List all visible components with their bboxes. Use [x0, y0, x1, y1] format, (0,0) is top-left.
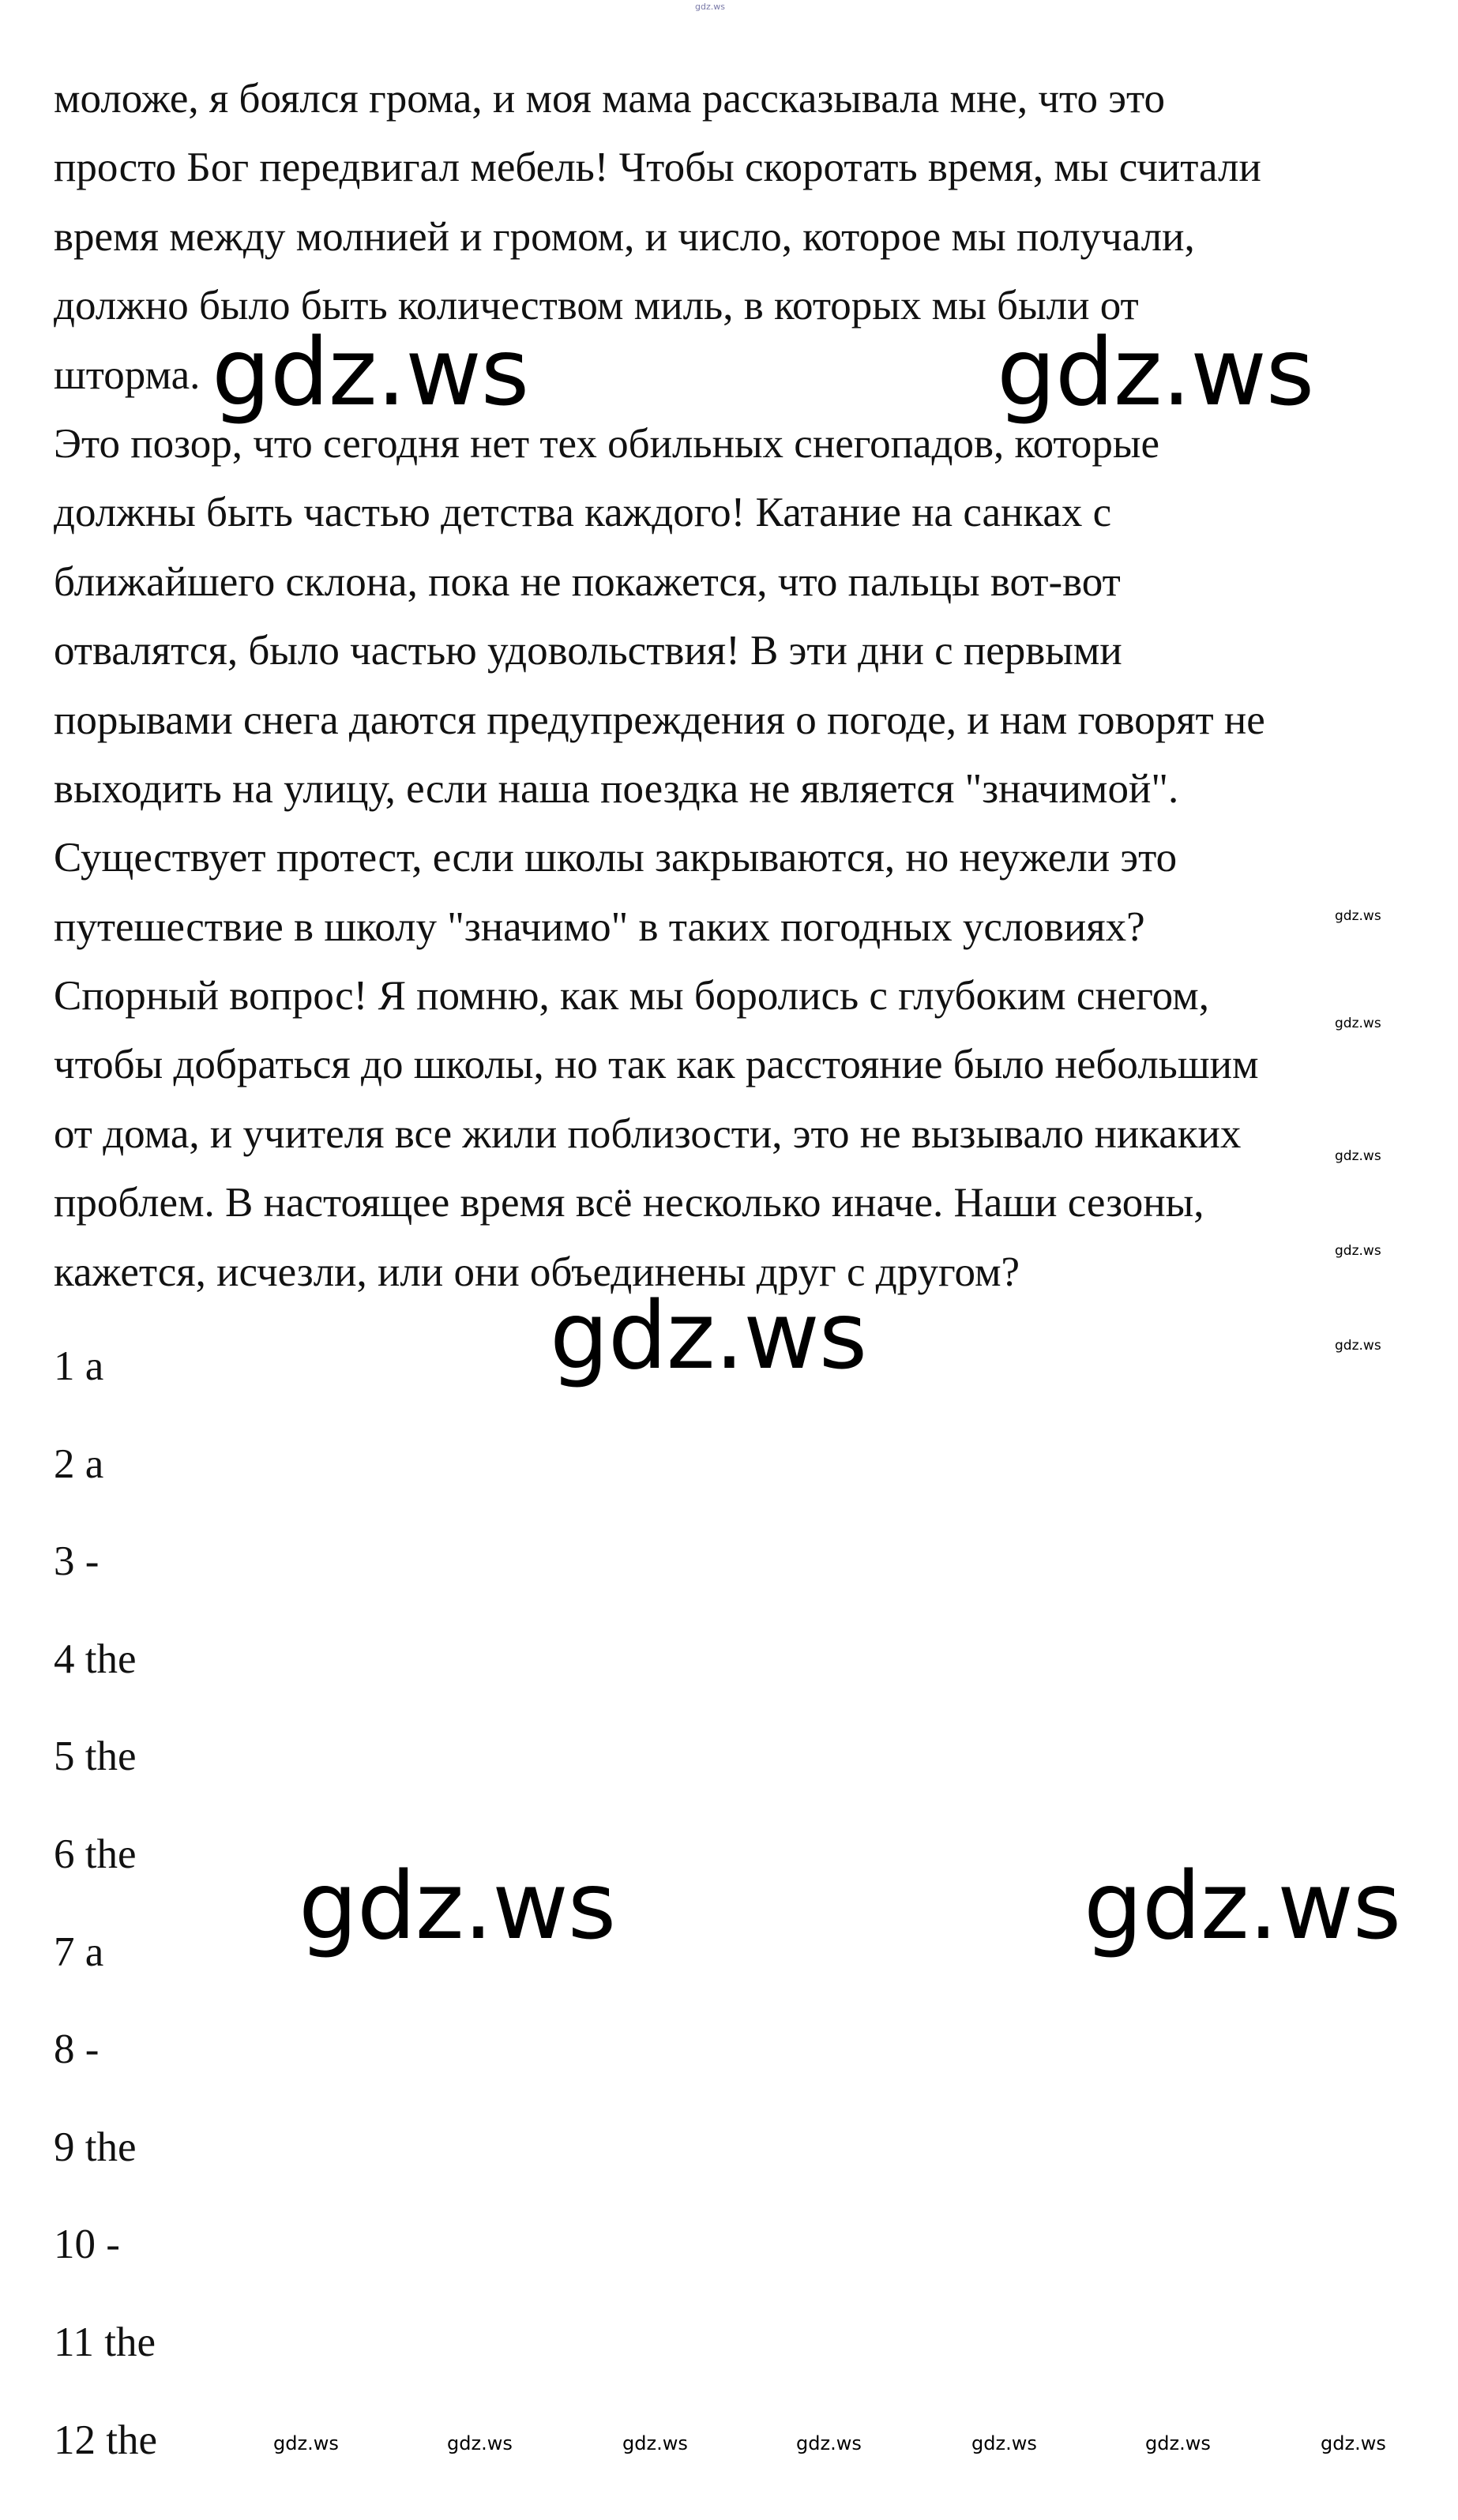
paragraph-line: от дома, и учителя все жили поблизости, это не вызывало никаких: [54, 1110, 1242, 1157]
answer-item: 9 the: [54, 2124, 137, 2170]
watermark-small: gdz.ws: [1335, 908, 1381, 924]
watermark-small: gdz.ws: [1335, 1016, 1381, 1031]
paragraph-line: время между молнией и громом, и число, которое мы получали,: [54, 213, 1195, 260]
watermark-large: gdz.ws: [212, 317, 529, 426]
answer-item: 4 the: [54, 1636, 137, 1682]
answer-item: 6 the: [54, 1831, 137, 1877]
paragraph-line: отвалятся, было частью удовольствия! В эти дни с первыми: [54, 628, 1122, 674]
watermark-top: gdz.ws: [695, 2, 725, 12]
watermark-small: gdz.ws: [1335, 1148, 1381, 1164]
paragraph-line: должно было быть количеством миль, в которых мы были от: [54, 283, 1139, 329]
answer-item: 3 -: [54, 1538, 100, 1585]
paragraph-line: моложе, я боялся грома, и моя мама рассказывала мне, что это: [54, 76, 1165, 122]
watermark-large: gdz.ws: [299, 1851, 616, 1960]
watermark-small: gdz.ws: [1335, 1243, 1381, 1259]
answer-item: 2 a: [54, 1440, 104, 1487]
paragraph-line: кажется, исчезли, или они объединены друг с другом?: [54, 1249, 1020, 1295]
paragraph-line: Существует протест, если школы закрываются, но неужели это: [54, 835, 1178, 881]
paragraph-line: выходить на улицу, если наша поездка не является "значимой".: [54, 765, 1179, 812]
watermark-footer: gdz.ws: [447, 2432, 513, 2454]
watermark-footer: gdz.ws: [273, 2432, 339, 2454]
watermark-footer: gdz.ws: [1145, 2432, 1211, 2454]
watermark-footer: gdz.ws: [971, 2432, 1037, 2454]
paragraph-line: порывами снега даются предупреждения о погоде, и нам говорят не: [54, 697, 1265, 743]
watermark-footer: gdz.ws: [1321, 2432, 1386, 2454]
answer-item: 11 the: [54, 2319, 156, 2365]
watermark-large: gdz.ws: [997, 317, 1314, 426]
answer-item: 7 a: [54, 1928, 104, 1975]
paragraph-line: Спорный вопрос! Я помню, как мы боролись с глубоким снегом,: [54, 973, 1209, 1020]
watermark-large: gdz.ws: [550, 1281, 867, 1390]
answer-item: 5 the: [54, 1733, 137, 1780]
paragraph-line: должны быть частью детства каждого! Катание на санках с: [54, 490, 1112, 536]
watermark-small: gdz.ws: [1335, 1338, 1381, 1354]
paragraph-line: ближайшего склона, пока не покажется, что пальцы вот-вот: [54, 558, 1121, 605]
answer-item: 8 -: [54, 2026, 100, 2073]
paragraph-line: чтобы добраться до школы, но так как расстояние было небольшим: [54, 1042, 1259, 1088]
watermark-footer: gdz.ws: [796, 2432, 862, 2454]
paragraph-line: проблем. В настоящее время всё несколько иначе. Наши сезоны,: [54, 1180, 1204, 1226]
answer-item: 12 the: [54, 2417, 157, 2463]
paragraph-line: Это позор, что сегодня нет тех обильных снегопадов, которые: [54, 420, 1159, 467]
watermark-large: gdz.ws: [1084, 1851, 1401, 1960]
paragraph-text: [54, 65, 1428, 1307]
answer-item: 10 -: [54, 2221, 120, 2268]
answer-list: [54, 1343, 157, 2514]
watermark-footer: gdz.ws: [622, 2432, 688, 2454]
paragraph-line: путешествие в школу "значимо" в таких погодных условиях?: [54, 903, 1145, 950]
paragraph-line: просто Бог передвигал мебель! Чтобы скоротать время, мы считали: [54, 145, 1261, 191]
answer-item: 1 a: [54, 1343, 104, 1389]
paragraph-line: шторма.: [54, 351, 201, 398]
